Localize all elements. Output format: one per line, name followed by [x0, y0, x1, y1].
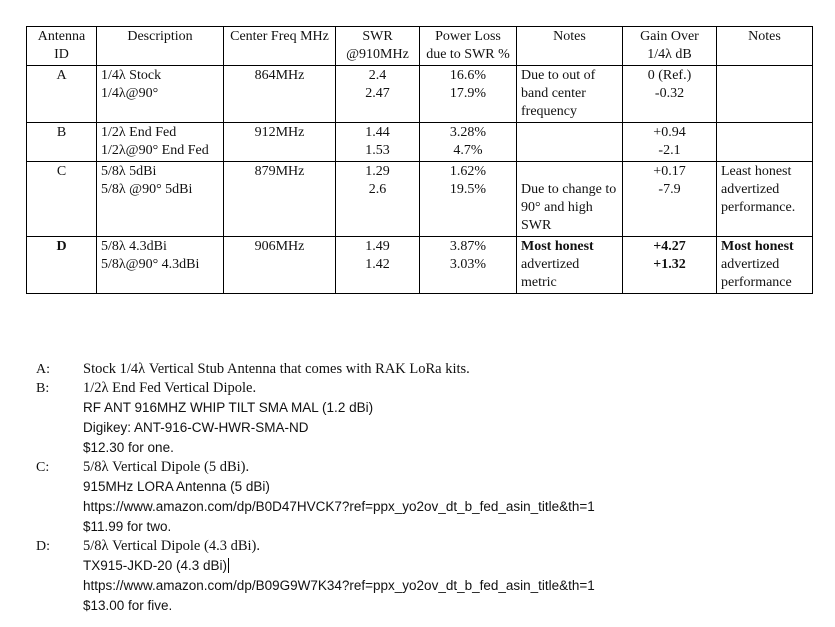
gain-value: -2.1	[658, 143, 681, 158]
note-text	[521, 163, 618, 181]
antenna-id: B	[27, 123, 97, 162]
description-line: 5/8λ@90° 4.3dBi	[101, 257, 200, 272]
power-loss-cell	[420, 123, 517, 162]
footnote-text: Stock 1/4λ Vertical Stub Antenna that comes with RAK LoRa kits.	[83, 361, 470, 377]
antenna-id: C	[27, 162, 97, 237]
footnote-text: 1/2λ End Fed Vertical Dipole.	[83, 380, 257, 396]
power-loss-value: 16.6%	[449, 68, 487, 83]
swr-value: 1.44	[365, 125, 390, 140]
antenna-id: D	[27, 237, 97, 294]
table-header-row	[27, 27, 813, 66]
power-loss-cell	[420, 237, 517, 294]
footnote-line	[36, 556, 826, 576]
description-line: 5/8λ @90° 5dBi	[101, 182, 193, 197]
footnote-label: A:	[36, 362, 50, 377]
notes-cell	[517, 162, 623, 237]
footnote-text: TX915-JKD-20 (4.3 dBi)	[83, 558, 228, 573]
center-freq: 879MHz	[224, 162, 336, 237]
description-line: 1/2λ End Fed	[101, 125, 177, 140]
notes-cell-2	[717, 237, 813, 294]
note-text: Due to change to 90° and high SWR	[521, 182, 617, 233]
gain-value: -0.32	[654, 86, 685, 101]
swr-value: 2.6	[368, 182, 387, 197]
column-header: Notes	[517, 27, 623, 66]
footnote-text: 5/8λ Vertical Dipole (4.3 dBi).	[83, 538, 260, 554]
power-loss-value: 3.28%	[449, 125, 487, 140]
table-row	[27, 66, 813, 123]
description-line: 1/4λ@90°	[101, 86, 159, 101]
swr-value: 2.47	[365, 86, 390, 101]
note-text: Least honest advertized performance.	[721, 164, 796, 215]
footnote-text: RF ANT 916MHZ WHIP TILT SMA MAL (1.2 dBi)	[83, 400, 374, 415]
footnote-text: Digikey: ANT-916-CW-HWR-SMA-ND	[83, 420, 309, 435]
note-text: advertized metric	[521, 257, 580, 290]
footnote-text: https://www.amazon.com/dp/B09G9W7K34?ref=ppx_yo2ov_dt_b_fed_asin_title&th=1	[83, 578, 595, 593]
table-row	[27, 162, 813, 237]
description-line: 1/2λ@90° End Fed	[101, 143, 209, 158]
note-text: Most honest	[721, 239, 794, 254]
notes-cell	[517, 123, 623, 162]
power-loss-value: 4.7%	[453, 143, 483, 158]
gain-value: +0.17	[653, 164, 686, 179]
power-loss-value: 17.9%	[449, 86, 487, 101]
column-header: Notes	[717, 27, 813, 66]
swr-cell	[336, 123, 420, 162]
footnote-line	[36, 537, 826, 556]
power-loss-value: 3.03%	[449, 257, 487, 272]
description-cell	[97, 162, 224, 237]
footnote-line	[36, 418, 826, 438]
footnote-label: C:	[36, 460, 50, 475]
footnote-text: 915MHz LORA Antenna (5 dBi)	[83, 479, 270, 494]
gain-value: +1.32	[653, 257, 686, 272]
gain-value: 0 (Ref.)	[647, 68, 692, 83]
gain-cell	[623, 237, 717, 294]
description-line: 5/8λ 5dBi	[101, 164, 157, 179]
column-header: Power Loss due to SWR %	[420, 27, 517, 66]
notes-cell-2	[717, 66, 813, 123]
footnote-line	[36, 398, 826, 418]
center-freq: 906MHz	[224, 237, 336, 294]
description-cell	[97, 123, 224, 162]
footnote-line	[36, 379, 826, 398]
gain-cell	[623, 66, 717, 123]
footnote-line	[36, 458, 826, 477]
footnotes	[36, 360, 826, 616]
column-header: Antenna ID	[27, 27, 97, 66]
footnote-label: B:	[36, 381, 50, 396]
footnote-text: $11.99 for two.	[83, 519, 172, 534]
column-header: Center Freq MHz	[224, 27, 336, 66]
text-cursor	[228, 558, 229, 573]
swr-cell	[336, 66, 420, 123]
power-loss-cell	[420, 162, 517, 237]
note-text: Most honest	[521, 239, 594, 254]
table-row	[27, 237, 813, 294]
footnote-label: D:	[36, 539, 50, 554]
center-freq: 912MHz	[224, 123, 336, 162]
description-cell	[97, 66, 224, 123]
power-loss-value: 19.5%	[449, 182, 487, 197]
swr-value: 1.29	[365, 164, 390, 179]
footnote-line	[36, 497, 826, 517]
column-header: SWR @910MHz	[336, 27, 420, 66]
power-loss-value: 1.62%	[449, 164, 487, 179]
note-text: advertized performance	[721, 257, 792, 290]
description-line: 1/4λ Stock	[101, 68, 162, 83]
swr-cell	[336, 162, 420, 237]
description-cell	[97, 237, 224, 294]
column-header: Gain Over 1/4λ dB	[623, 27, 717, 66]
swr-value: 1.42	[365, 257, 390, 272]
footnote-text: 5/8λ Vertical Dipole (5 dBi).	[83, 459, 250, 475]
gain-value: +4.27	[653, 239, 686, 254]
gain-cell	[623, 162, 717, 237]
footnote-line	[36, 477, 826, 497]
notes-cell-2	[717, 123, 813, 162]
footnote-line	[36, 596, 826, 616]
notes-cell	[517, 237, 623, 294]
gain-value: +0.94	[653, 125, 686, 140]
gain-cell	[623, 123, 717, 162]
footnote-line	[36, 360, 826, 379]
swr-cell	[336, 237, 420, 294]
power-loss-value: 3.87%	[449, 239, 487, 254]
footnote-text: https://www.amazon.com/dp/B0D47HVCK7?ref=ppx_yo2ov_dt_b_fed_asin_title&th=1	[83, 499, 595, 514]
notes-cell-2	[717, 162, 813, 237]
footnote-text: $12.30 for one.	[83, 440, 174, 455]
footnote-line	[36, 576, 826, 596]
swr-value: 1.53	[365, 143, 390, 158]
footnote-line	[36, 438, 826, 458]
footnote-text: $13.00 for five.	[83, 598, 173, 613]
center-freq: 864MHz	[224, 66, 336, 123]
footnote-line	[36, 517, 826, 537]
swr-value: 1.49	[365, 239, 390, 254]
power-loss-cell	[420, 66, 517, 123]
description-line: 5/8λ 4.3dBi	[101, 239, 167, 254]
table-row	[27, 123, 813, 162]
antenna-comparison-table	[26, 26, 813, 294]
swr-value: 2.4	[368, 68, 387, 83]
note-text: Due to out of band center frequency	[521, 68, 596, 119]
antenna-id: A	[27, 66, 97, 123]
column-header: Description	[97, 27, 224, 66]
gain-value: -7.9	[658, 182, 681, 197]
notes-cell	[517, 66, 623, 123]
